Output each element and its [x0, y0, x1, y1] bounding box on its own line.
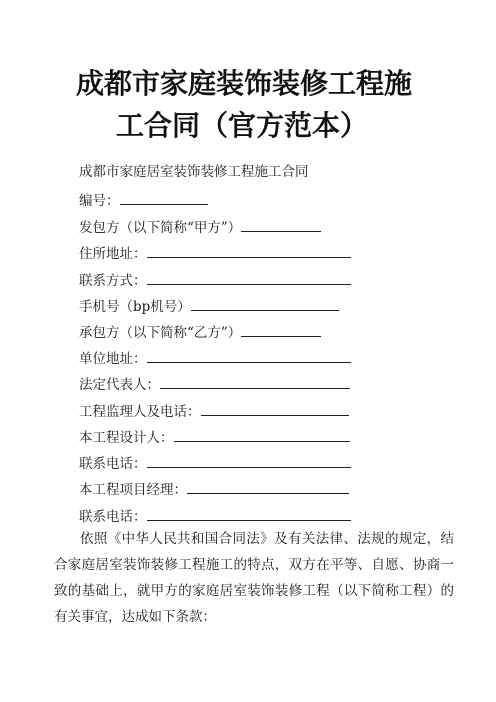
- blank-line: [191, 297, 339, 311]
- blank-line: [241, 323, 321, 337]
- blank-line: [147, 349, 351, 363]
- contract-subtitle: 成都市家庭居室装饰装修工程施工合同: [79, 164, 309, 180]
- field-party-a-contact: 联系方式：: [79, 271, 351, 290]
- field-party-a-address: 住所地址：: [79, 244, 351, 263]
- blank-line: [174, 428, 350, 442]
- blank-line: [201, 402, 349, 416]
- field-designer-phone: 联系电话：: [79, 454, 351, 473]
- field-legal-representative: 法定代表人：: [79, 375, 350, 394]
- document-title-line-2: 工合同（官方范本）: [116, 109, 369, 142]
- blank-line: [241, 218, 321, 232]
- field-contract-number: 编号：: [79, 191, 208, 210]
- field-designer: 本工程设计人：: [79, 428, 350, 447]
- blank-line: [160, 375, 350, 389]
- field-party-a-mobile: 手机号（bp机号）: [79, 297, 339, 316]
- field-manager-phone: 联系电话：: [79, 507, 351, 526]
- blank-line: [187, 480, 349, 494]
- field-party-b-address: 单位地址：: [79, 349, 351, 368]
- field-supervisor-phone: 工程监理人及电话：: [79, 402, 349, 421]
- blank-line: [147, 507, 351, 521]
- blank-line: [147, 244, 351, 258]
- field-party-b: 承包方（以下简称“乙方”）: [79, 323, 321, 342]
- field-party-a: 发包方（以下简称“甲方”）: [79, 218, 321, 237]
- field-project-manager: 本工程项目经理：: [79, 480, 349, 499]
- document-title-line-1: 成都市家庭装饰装修工程施: [76, 67, 413, 100]
- contract-preamble-paragraph: 依照《中华人民共和国合同法》及有关法律、法规的规定，结合家庭居室装饰装修工程施工的特点，双方在平等、自愿、协商一致的基础上，就甲方的家庭居室装饰装修工程（以下简称工程）的有关事宜，达成如下条款：: [54, 531, 454, 625]
- blank-line: [147, 271, 351, 285]
- blank-line: [120, 191, 208, 205]
- blank-line: [147, 454, 351, 468]
